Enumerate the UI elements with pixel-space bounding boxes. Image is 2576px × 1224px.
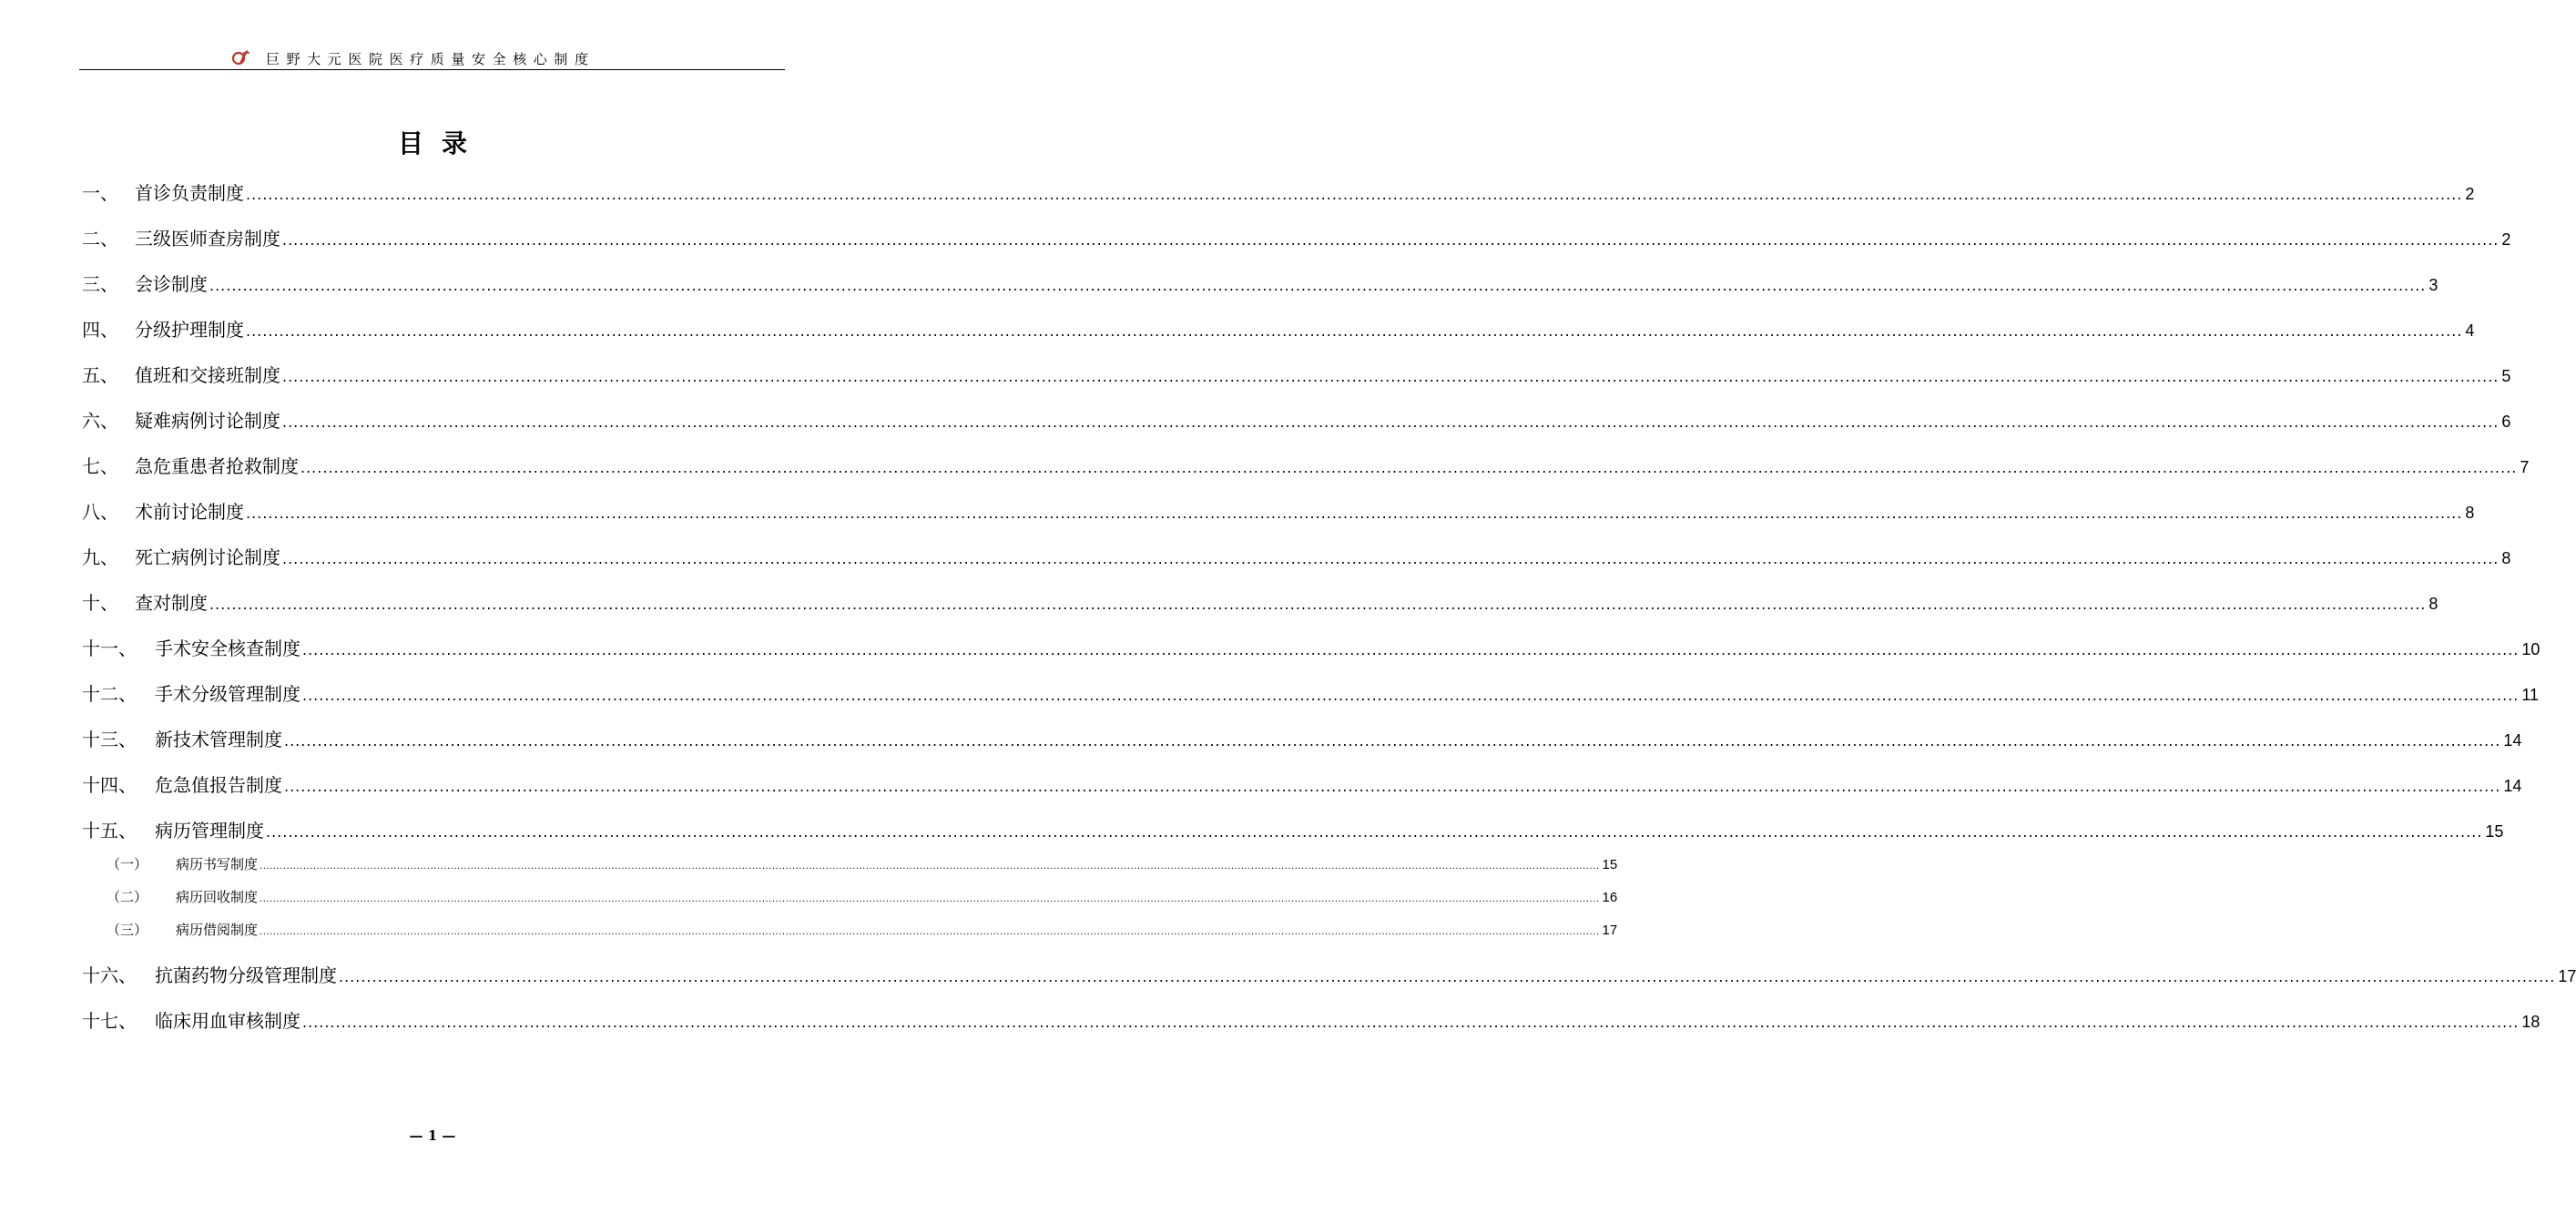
toc-entry-title: 死亡病例讨论制度 xyxy=(135,546,280,568)
toc-entry-page: 5 xyxy=(2501,367,2511,385)
toc-leader-dots: ................................................................................................................................................................................................................................................................................................................................................................................................................ xyxy=(260,894,1600,904)
toc-entry-page: 14 xyxy=(2503,731,2522,750)
toc-entry-title: 手术安全核查制度 xyxy=(155,638,300,659)
toc-entry-page: 10 xyxy=(2521,640,2540,658)
toc-entry[interactable] xyxy=(82,406,2511,432)
toc-leader-dots: ................................................................................................................................................................................................................................................................................................................................................................................................................ xyxy=(302,687,2520,704)
toc-leader-dots: ................................................................................................................................................................................................................................................................................................................................................................................................................ xyxy=(284,732,2501,750)
toc-entry-title: 疑难病例讨论制度 xyxy=(135,410,280,432)
toc-entry[interactable] xyxy=(82,452,2530,477)
toc-entry-page: 6 xyxy=(2501,413,2511,431)
toc-subentry[interactable] xyxy=(107,887,1618,907)
toc-entry[interactable] xyxy=(82,497,2475,523)
toc-entry-title: 术前讨论制度 xyxy=(135,501,244,523)
toc-entry-number: （二） xyxy=(107,889,148,905)
toc-entry-title: 病历管理制度 xyxy=(155,820,264,842)
toc-entry-title: 急危重患者抢救制度 xyxy=(135,455,299,477)
toc-entry-number: 十七、 xyxy=(82,1010,137,1032)
toc-entry[interactable] xyxy=(82,543,2511,568)
toc-entry-number: 十二、 xyxy=(82,683,137,705)
toc-entry-title: 新技术管理制度 xyxy=(155,729,282,750)
page-header xyxy=(79,44,785,70)
toc-entry-title: 临床用血审核制度 xyxy=(155,1010,300,1032)
toc-leader-dots: ................................................................................................................................................................................................................................................................................................................................................................................................................ xyxy=(339,968,2556,985)
toc-entry-page: 7 xyxy=(2520,458,2530,476)
header-title: 巨野大元医院医疗质量安全核心制度 xyxy=(266,51,596,67)
toc-leader-dots: ................................................................................................................................................................................................................................................................................................................................................................................................................ xyxy=(209,596,2427,613)
toc-entry-number: 六、 xyxy=(82,410,118,432)
toc-entry-page: 8 xyxy=(2428,595,2439,613)
toc-entry-page: 4 xyxy=(2465,321,2475,340)
toc-entry-number: 八、 xyxy=(82,501,118,523)
toc-leader-dots: ................................................................................................................................................................................................................................................................................................................................................................................................................ xyxy=(302,1014,2520,1031)
toc-entry-page: 2 xyxy=(2501,230,2511,249)
toc-leader-dots: ................................................................................................................................................................................................................................................................................................................................................................................................................ xyxy=(246,322,2463,340)
toc-leader-dots: ................................................................................................................................................................................................................................................................................................................................................................................................................ xyxy=(300,459,2518,476)
toc-entry-title: 会诊制度 xyxy=(135,273,208,295)
toc-entry-number: 五、 xyxy=(82,364,118,386)
toc-entry-title: 三级医师查房制度 xyxy=(135,228,280,250)
toc-entry-title: 病历回收制度 xyxy=(176,889,259,905)
toc-leader-dots: ................................................................................................................................................................................................................................................................................................................................................................................................................ xyxy=(284,778,2501,795)
toc-entry-page: 8 xyxy=(2465,504,2475,522)
toc-subentry[interactable] xyxy=(107,854,1618,874)
hospital-logo-icon xyxy=(232,49,250,66)
toc-leader-dots: ................................................................................................................................................................................................................................................................................................................................................................................................................ xyxy=(282,231,2500,249)
toc-entry[interactable] xyxy=(82,961,2576,986)
toc-entry-number: 一、 xyxy=(82,182,118,204)
toc-entry[interactable] xyxy=(82,315,2475,341)
toc-entry-title: 病历书写制度 xyxy=(176,856,259,872)
toc-entry-title: 查对制度 xyxy=(135,592,208,614)
toc-entry-title: 首诊负责制度 xyxy=(135,182,244,204)
toc-entry-page: 8 xyxy=(2501,549,2511,567)
toc-entry-title: 病历借阅制度 xyxy=(176,922,259,938)
toc-entry[interactable] xyxy=(82,361,2511,386)
toc-entry-page: 15 xyxy=(2485,822,2504,841)
toc-entry[interactable] xyxy=(82,224,2511,250)
toc-entry[interactable] xyxy=(82,634,2540,659)
toc-leader-dots: ................................................................................................................................................................................................................................................................................................................................................................................................................ xyxy=(266,823,2483,841)
toc-entry-page: 18 xyxy=(2521,1013,2540,1031)
toc-entry-page: 17 xyxy=(1602,923,1618,938)
toc-entry-title: 手术分级管理制度 xyxy=(155,683,300,705)
toc-entry-title: 分级护理制度 xyxy=(135,319,244,341)
toc-entry[interactable] xyxy=(82,725,2522,750)
toc-entry[interactable] xyxy=(82,178,2475,204)
toc-entry-number: 九、 xyxy=(82,546,118,568)
toc-entry-title: 危急值报告制度 xyxy=(155,774,282,796)
toc-leader-dots: ................................................................................................................................................................................................................................................................................................................................................................................................................ xyxy=(282,413,2500,431)
toc-entry-page: 15 xyxy=(1602,857,1618,872)
toc-entry-number: 十四、 xyxy=(82,774,137,796)
toc-entry-number: 十、 xyxy=(82,592,118,614)
toc-entry[interactable] xyxy=(82,270,2439,295)
toc-entry[interactable] xyxy=(82,679,2540,705)
toc-title: 目录 xyxy=(397,128,485,158)
toc-entry-number: 二、 xyxy=(82,228,118,250)
toc-leader-dots: ................................................................................................................................................................................................................................................................................................................................................................................................................ xyxy=(209,277,2427,294)
toc-entry-number: 十六、 xyxy=(82,964,137,986)
toc-subentry[interactable] xyxy=(107,920,1618,940)
toc-entry[interactable] xyxy=(82,1006,2540,1032)
toc-entry-page: 14 xyxy=(2503,777,2522,795)
toc-entry[interactable] xyxy=(82,770,2522,796)
toc-entry-number: 十一、 xyxy=(82,638,137,659)
toc-leader-dots: ................................................................................................................................................................................................................................................................................................................................................................................................................ xyxy=(260,862,1600,872)
toc-entry-number: 七、 xyxy=(82,455,118,477)
toc-leader-dots: ................................................................................................................................................................................................................................................................................................................................................................................................................ xyxy=(260,927,1600,937)
toc-entry-title: 抗菌药物分级管理制度 xyxy=(155,964,337,986)
toc-leader-dots: ................................................................................................................................................................................................................................................................................................................................................................................................................ xyxy=(282,368,2500,385)
toc-entry-number: 三、 xyxy=(82,273,118,295)
toc-entry[interactable] xyxy=(82,816,2504,842)
toc-entry-page: 2 xyxy=(2465,185,2475,203)
toc-entry-number: 十三、 xyxy=(82,729,137,750)
toc-entry-number: 四、 xyxy=(82,319,118,341)
toc-leader-dots: ................................................................................................................................................................................................................................................................................................................................................................................................................ xyxy=(246,186,2463,203)
toc-entry-page: 3 xyxy=(2428,276,2439,294)
toc-entry-page: 16 xyxy=(1602,890,1618,905)
toc-leader-dots: ................................................................................................................................................................................................................................................................................................................................................................................................................ xyxy=(282,550,2500,567)
toc-entry[interactable] xyxy=(82,588,2439,614)
page-number: — 1 — xyxy=(409,1127,456,1144)
toc-leader-dots: ................................................................................................................................................................................................................................................................................................................................................................................................................ xyxy=(246,505,2463,522)
toc-entry-page: 11 xyxy=(2521,686,2540,704)
toc-entry-number: （三） xyxy=(107,922,148,938)
toc-entry-title: 值班和交接班制度 xyxy=(135,364,280,386)
toc-entry-number: 十五、 xyxy=(82,820,137,842)
toc-leader-dots: ................................................................................................................................................................................................................................................................................................................................................................................................................ xyxy=(302,641,2520,658)
toc-entry-number: （一） xyxy=(107,856,148,872)
toc-entry-page: 17 xyxy=(2558,967,2576,985)
